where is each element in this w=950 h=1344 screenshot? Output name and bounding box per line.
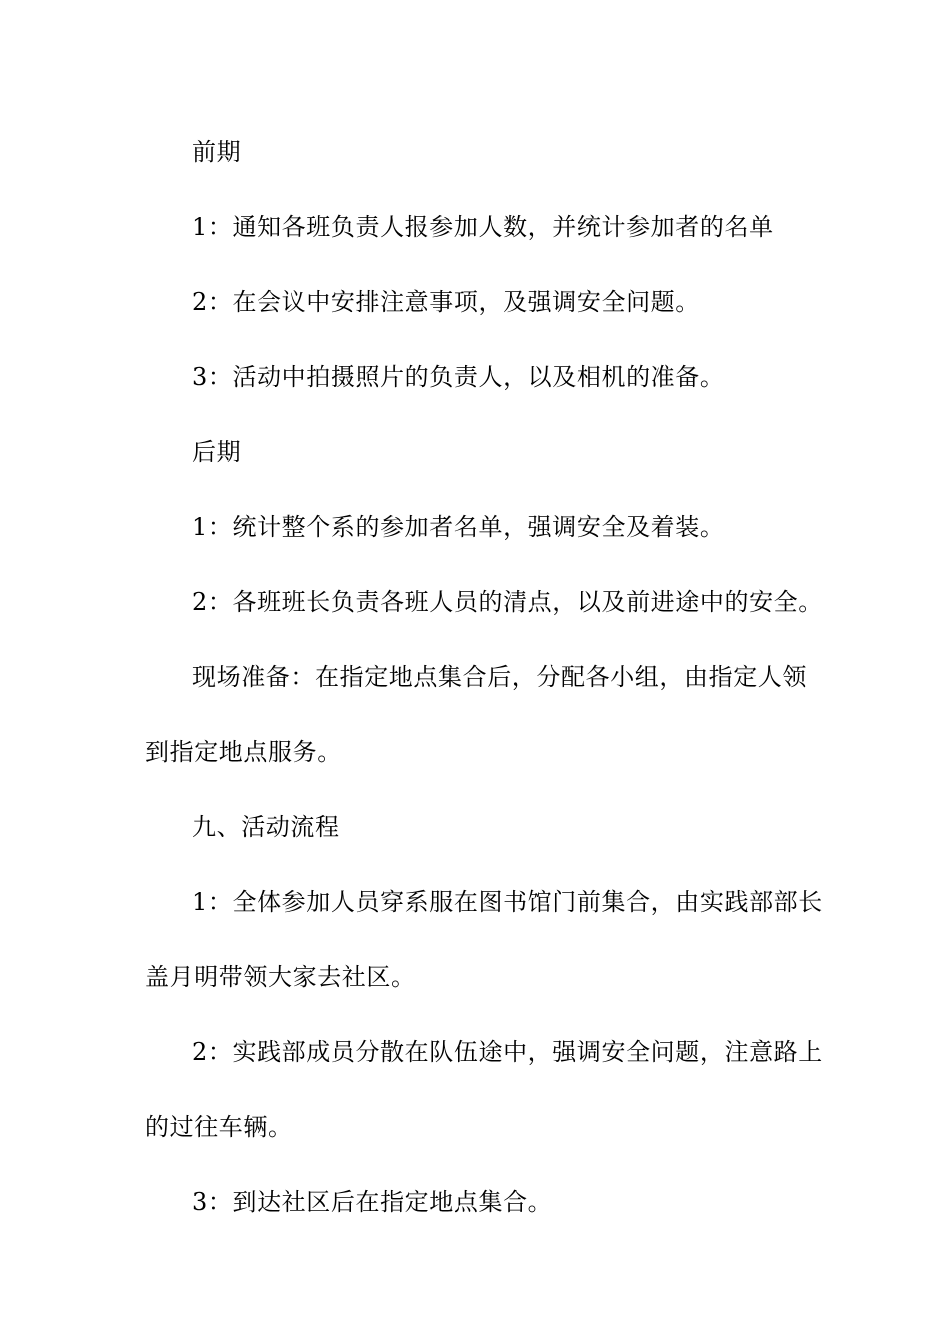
section-heading-activity-flow: 九、活动流程 <box>192 813 340 841</box>
paragraph-line: 3：活动中拍摄照片的负责人，以及相机的准备。 <box>192 363 725 391</box>
paragraph-line: 3：到达社区后在指定地点集合。 <box>192 1188 553 1216</box>
heading-early-stage: 前期 <box>192 138 242 166</box>
paragraph-line-continued: 到指定地点服务。 <box>145 738 342 766</box>
document-body <box>145 126 823 1251</box>
paragraph-line: 2：在会议中安排注意事项，及强调安全问题。 <box>192 288 700 316</box>
paragraph-line: 1：统计整个系的参加者名单，强调安全及着装。 <box>192 513 725 541</box>
paragraph-line: 2：各班班长负责各班人员的清点，以及前进途中的安全。 <box>192 588 823 616</box>
paragraph-line-continued: 盖月明带领大家去社区。 <box>145 963 416 991</box>
paragraph-line-continued: 的过往车辆。 <box>145 1113 293 1141</box>
paragraph-line: 现场准备：在指定地点集合后，分配各小组，由指定人领 <box>192 663 807 691</box>
paragraph-line: 2：实践部成员分散在队伍途中，强调安全问题，注意路上 <box>192 1038 823 1066</box>
heading-late-stage: 后期 <box>192 438 242 466</box>
paragraph-line: 1：通知各班负责人报参加人数，并统计参加者的名单 <box>192 213 774 241</box>
paragraph-line: 1：全体参加人员穿系服在图书馆门前集合，由实践部部长 <box>192 888 823 916</box>
